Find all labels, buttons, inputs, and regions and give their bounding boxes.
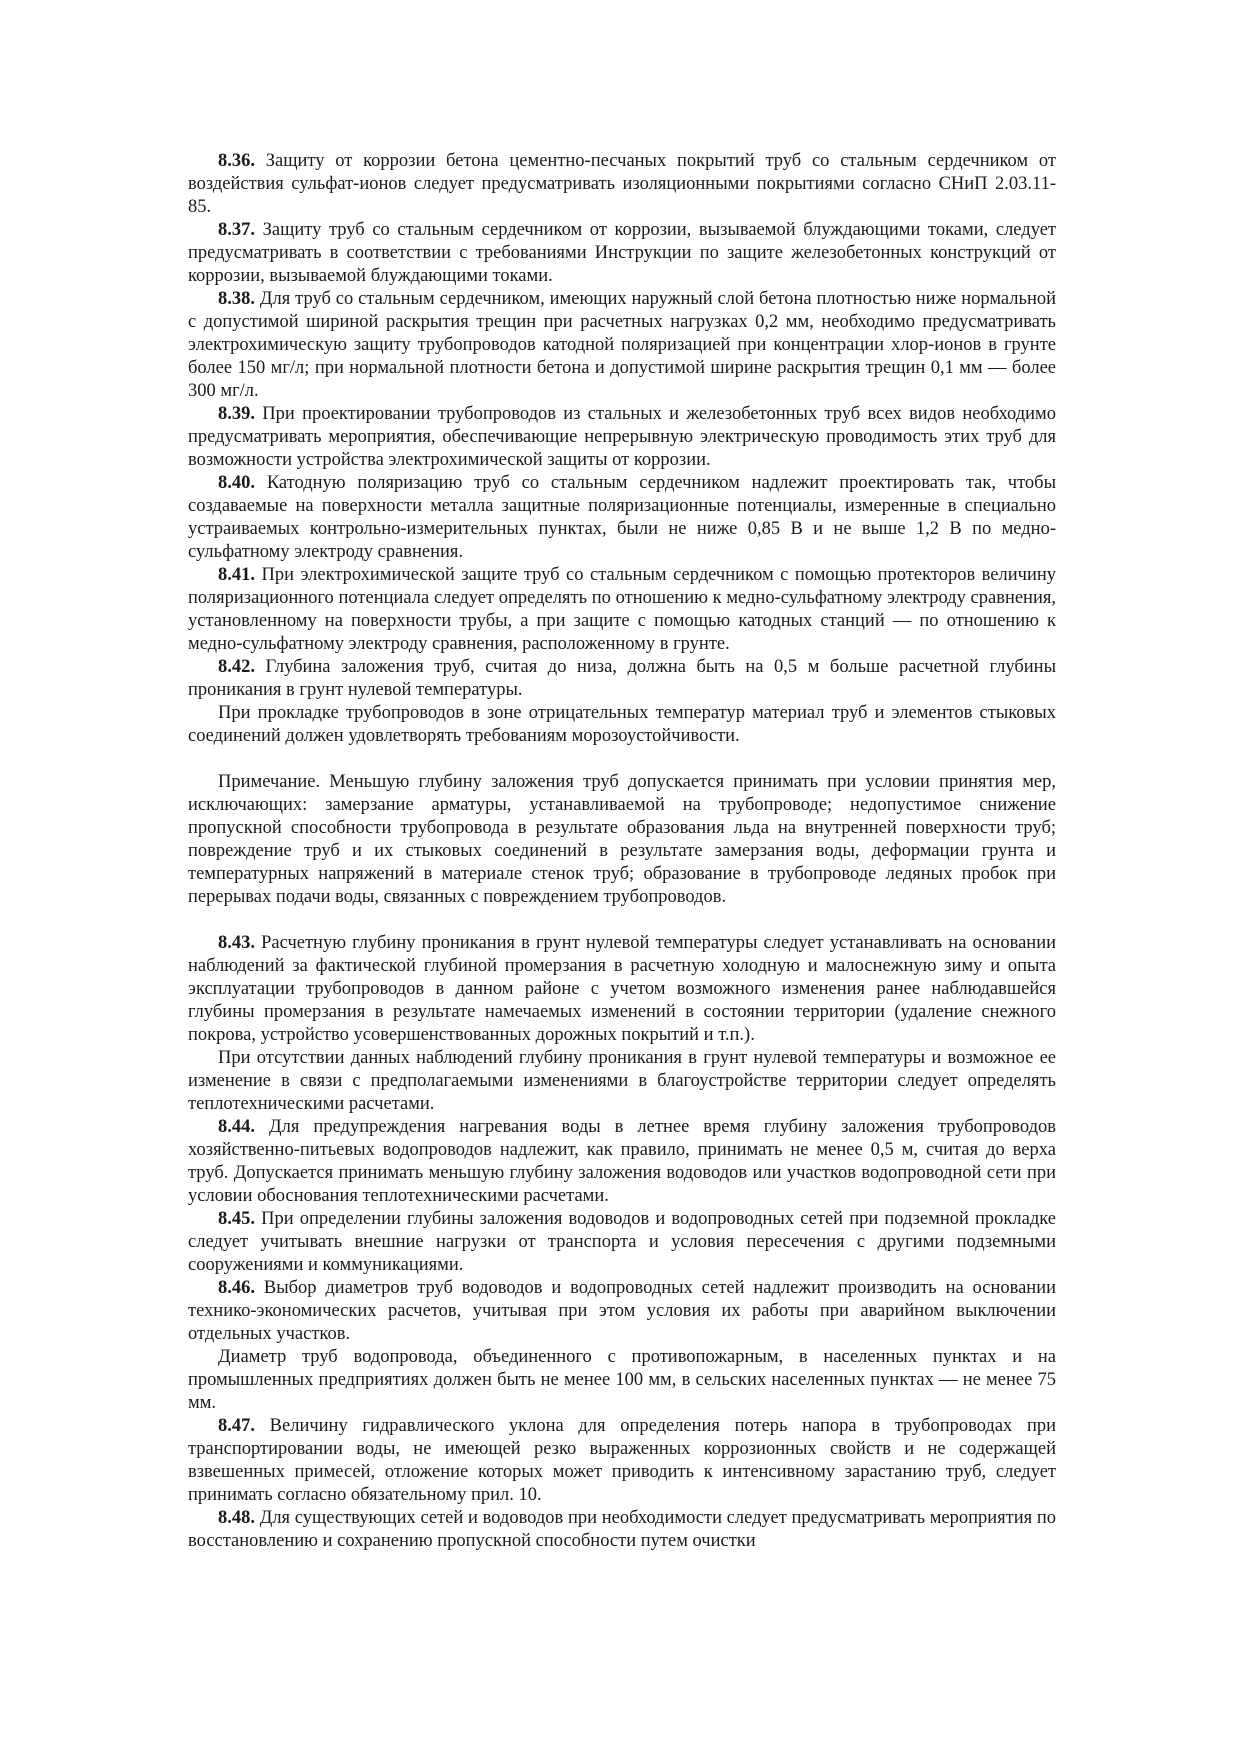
paragraph-text: При прокладке трубопроводов в зоне отрицательных температур материал труб и элементов стыковых соединений должен удовлетворять требованиям морозоустойчивости. [188,703,1056,746]
paragraph-8-45 [188,1208,1056,1277]
paragraph-text: При отсутствии данных наблюдений глубину проникания в грунт нулевой температуры и возможное ее изменение в связи с предполагаемыми изменениями в благоустройстве территории следует определять теплотехническими расчетами. [188,1048,1056,1114]
paragraph-text: Выбор диаметров труб водоводов и водопроводных сетей надлежит производить на основании технико-экономических расчетов, учитывая при этом условия их работы при аварийном выключении отдельных участков. [188,1278,1056,1344]
clause-number: 8.46. [218,1278,255,1298]
clause-number: 8.42. [218,657,255,677]
paragraph-text: Примечание. Меньшую глубину заложения труб допускается принимать при условии принятия мер, исключающих: замерзание арматуры, устанавливаемой на трубопроводе; недопустимое снижение пропускной способности трубопровода в результате образования льда на внутренней поверхности труб; повреждение труб и их стыковых соединений в результате замерзания воды, деформации грунта и температурных напряжений в материале стенок труб; образование в трубопроводе ледяных пробок при перерывах подачи воды, связанных с повреждением трубопроводов. [188,772,1056,907]
paragraph-text: Для предупреждения нагревания воды в летнее время глубину заложения трубопроводов хозяйственно-питьевых водопроводов надлежит, как правило, принимать не менее 0,5 м, считая до верха труб. Допускается принимать меньшую глубину заложения водоводов или участков водопроводной сети при условии обоснования теплотехническими расчетами. [188,1117,1057,1206]
spacer [188,909,1056,932]
paragraph-8-37 [188,219,1056,288]
clause-number: 8.37. [218,220,255,240]
paragraph-text: Расчетную глубину проникания в грунт нулевой температуры следует устанавливать на основании наблюдений за фактической глубиной промерзания в расчетную холодную и малоснежную зиму и опыта эксплуатации трубопроводов в данном районе с учетом возможного изменения ранее наблюдавшейся глубины промерзания в результате намечаемых изменений в состоянии территории (удаление снежного покрова, устройство усовершенствованных дорожных покрытий и т.п.). [188,933,1056,1045]
paragraph-text: Защиту от коррозии бетона цементно-песчаных покрытий труб со стальным сердечником от воздействия сульфат-ионов следует предусматривать изоляционными покрытиями согласно СНиП 2.03.11-85. [188,151,1057,217]
clause-number: 8.36. [218,151,255,171]
paragraph-8-39 [188,403,1056,472]
clause-number: 8.47. [218,1416,255,1436]
clause-number: 8.45. [218,1209,255,1229]
clause-number: 8.38. [218,289,255,309]
paragraph-text: Глубина заложения труб, считая до низа, должна быть на 0,5 м больше расчетной глубины проникания в грунт нулевой температуры. [188,657,1057,700]
paragraph-8-43 [188,932,1056,1047]
paragraph-text: Диаметр труб водопровода, объединенного с противопожарным, в населенных пунктах и на промышленных предприятиях должен быть не менее 100 мм, в сельских населенных пунктах — не менее 75 мм. [188,1347,1056,1413]
clause-number: 8.43. [218,933,255,953]
paragraph-8-48 [188,1507,1056,1553]
paragraph-text: Катодную поляризацию труб со стальным сердечником надлежит проектировать так, чтобы создаваемые на поверхности металла защитные поляризационные потенциалы, измеренные в специально устраиваемых контрольно-измерительных пунктах, были не ниже 0,85 В и не выше 1,2 В по медно-сульфатному электроду сравнения. [188,473,1056,562]
clause-number: 8.40. [218,473,255,493]
paragraph-text: При определении глубины заложения водоводов и водопроводных сетей при подземной прокладке следует учитывать внешние нагрузки от транспорта и условия пересечения с другими подземными сооружениями и коммуникациями. [188,1209,1057,1275]
paragraph-text: Защиту труб со стальным сердечником от коррозии, вызываемой блуждающими токами, следует предусматривать в соответствии с требованиями Инструкции по защите железобетонных конструкций от коррозии, вызываемой блуждающими токами. [188,220,1056,286]
spacer [188,748,1056,771]
paragraph-8-44 [188,1116,1056,1208]
paragraph-text: Величину гидравлического уклона для определения потерь напора в трубопроводах при транспортировании воды, не имеющей резко выраженных коррозионных свойств и не содержащей взвешенных примесей, отложение которых может приводить к интенсивному зарастанию труб, следует принимать согласно обязательному прил. 10. [188,1416,1057,1505]
note-paragraph [188,771,1056,909]
paragraph-8-47 [188,1415,1056,1507]
paragraph-text: При электрохимической защите труб со стальным сердечником с помощью протекторов величину поляризационного потенциала следует определять по отношению к медно-сульфатному электроду сравнения, установленному на поверхности трубы, а при защите с помощью катодных станций — по отношению к медно-сульфатному электроду сравнения, расположенному в грунте. [188,565,1057,654]
paragraph-8-40 [188,472,1056,564]
paragraph-8-41 [188,564,1056,656]
paragraph-text: Для труб со стальным сердечником, имеющих наружный слой бетона плотностью ниже нормальной с допустимой шириной раскрытия трещин при расчетных нагрузках 0,2 мм, необходимо предусматривать электрохимическую защиту трубопроводов катодной поляризацией при концентрации хлор-ионов в грунте более 150 мг/л; при нормальной плотности бетона и допустимой ширине раскрытия трещин 0,1 мм — более 300 мг/л. [188,289,1056,401]
paragraph-8-36 [188,150,1056,219]
paragraph-8-46-continued [188,1346,1056,1415]
paragraph-8-42-continued [188,702,1056,748]
paragraph-8-38 [188,288,1056,403]
paragraph-text: Для существующих сетей и водоводов при необходимости следует предусматривать мероприятия по восстановлению и сохранению пропускной способности путем очистки [188,1508,1057,1551]
paragraph-8-43-continued [188,1047,1056,1116]
clause-number: 8.39. [218,404,255,424]
paragraph-8-42 [188,656,1056,702]
clause-number: 8.41. [218,565,255,585]
clause-number: 8.44. [218,1117,255,1137]
document-page [188,150,1056,1553]
paragraph-8-46 [188,1277,1056,1346]
clause-number: 8.48. [218,1508,255,1528]
paragraph-text: При проектировании трубопроводов из стальных и железобетонных труб всех видов необходимо предусматривать мероприятия, обеспечивающие непрерывную электрическую проводимость этих труб для возможности устройства электрохимической защиты от коррозии. [188,404,1056,470]
